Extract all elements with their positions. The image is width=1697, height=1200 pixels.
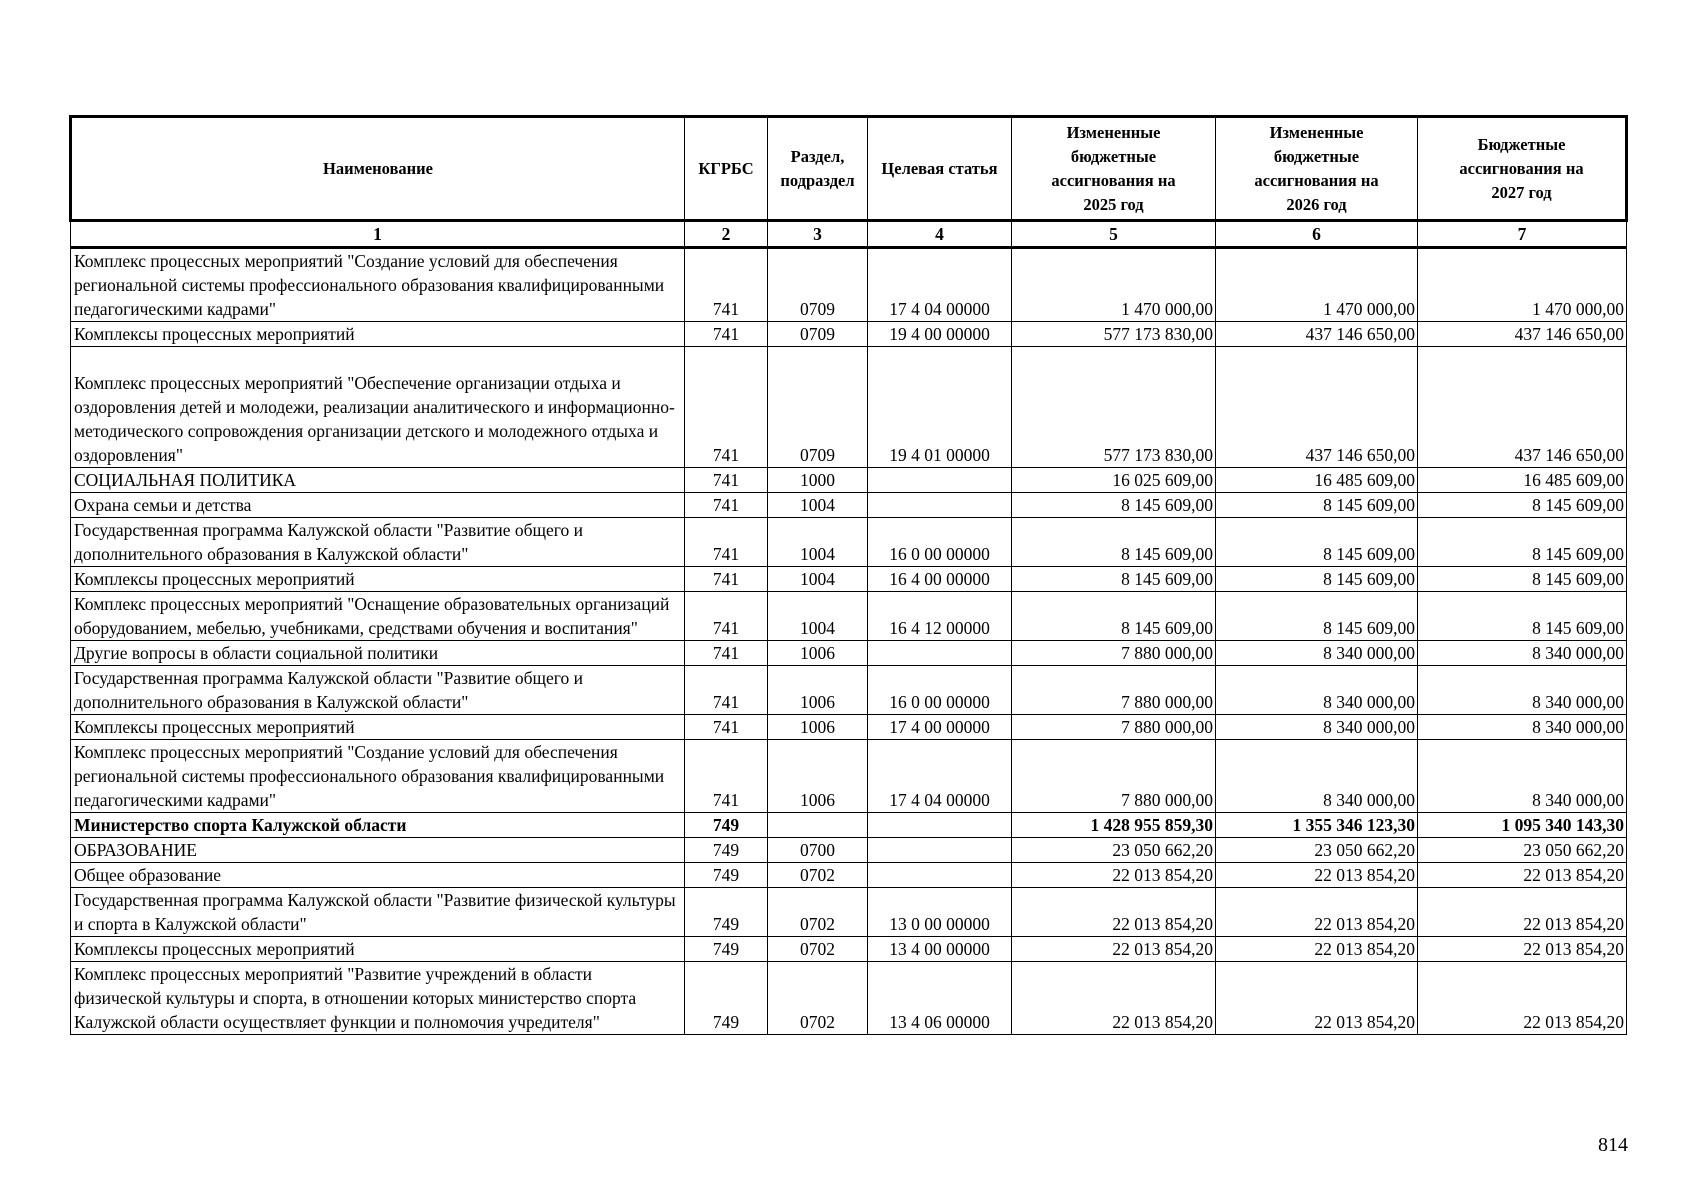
cell-name: Комплексы процессных мероприятий <box>71 322 685 347</box>
cell-target: 17 4 04 00000 <box>868 248 1012 322</box>
cell-name: Комплекс процессных мероприятий "Создание условий для обеспечения региональной системы профессионального образования квалифицированными педагогическими кадрами" <box>71 248 685 322</box>
cell-amount-2026: 22 013 854,20 <box>1216 888 1418 937</box>
cell-section: 1006 <box>768 740 868 813</box>
cell-section: 0702 <box>768 962 868 1035</box>
table-row <box>71 838 1627 863</box>
cell-target: 13 0 00 00000 <box>868 888 1012 937</box>
cell-amount-2025: 23 050 662,20 <box>1012 838 1216 863</box>
cell-amount-2026: 8 340 000,00 <box>1216 641 1418 666</box>
cell-kgrbs: 741 <box>685 715 768 740</box>
cell-amount-2026: 1 470 000,00 <box>1216 248 1418 322</box>
cell-amount-2027: 437 146 650,00 <box>1418 347 1627 468</box>
cell-kgrbs: 749 <box>685 937 768 962</box>
column-number: 2 <box>685 221 768 248</box>
cell-section: 0702 <box>768 863 868 888</box>
cell-name: СОЦИАЛЬНАЯ ПОЛИТИКА <box>71 468 685 493</box>
cell-target: 17 4 00 00000 <box>868 715 1012 740</box>
cell-name: Другие вопросы в области социальной политики <box>71 641 685 666</box>
cell-kgrbs: 741 <box>685 641 768 666</box>
cell-name: Комплексы процессных мероприятий <box>71 567 685 592</box>
cell-kgrbs: 749 <box>685 888 768 937</box>
cell-kgrbs: 741 <box>685 468 768 493</box>
cell-section: 0709 <box>768 347 868 468</box>
header-section: Раздел, подраздел <box>768 117 868 221</box>
cell-amount-2026: 1 355 346 123,30 <box>1216 813 1418 838</box>
cell-target: 13 4 06 00000 <box>868 962 1012 1035</box>
header-row <box>71 117 1627 221</box>
cell-amount-2027: 22 013 854,20 <box>1418 888 1627 937</box>
cell-amount-2025: 7 880 000,00 <box>1012 740 1216 813</box>
column-number: 5 <box>1012 221 1216 248</box>
cell-section: 1006 <box>768 715 868 740</box>
cell-amount-2027: 8 145 609,00 <box>1418 493 1627 518</box>
cell-amount-2026: 8 340 000,00 <box>1216 715 1418 740</box>
cell-kgrbs: 741 <box>685 347 768 468</box>
cell-target <box>868 863 1012 888</box>
cell-name: Комплекс процессных мероприятий "Развитие учреждений в области физической культуры и спорта, в отношении которых министерство спорта Калужской области осуществляет функции и полномочия учредителя" <box>71 962 685 1035</box>
cell-amount-2025: 8 145 609,00 <box>1012 567 1216 592</box>
cell-name: Общее образование <box>71 863 685 888</box>
cell-target: 17 4 04 00000 <box>868 740 1012 813</box>
cell-amount-2027: 22 013 854,20 <box>1418 962 1627 1035</box>
cell-kgrbs: 741 <box>685 322 768 347</box>
cell-section: 0709 <box>768 248 868 322</box>
cell-target: 13 4 00 00000 <box>868 937 1012 962</box>
cell-amount-2026: 8 145 609,00 <box>1216 592 1418 641</box>
cell-amount-2027: 1 095 340 143,30 <box>1418 813 1627 838</box>
cell-amount-2026: 8 145 609,00 <box>1216 493 1418 518</box>
cell-kgrbs: 741 <box>685 592 768 641</box>
header-kgrbs: КГРБС <box>685 117 768 221</box>
cell-amount-2027: 23 050 662,20 <box>1418 838 1627 863</box>
cell-section: 1006 <box>768 666 868 715</box>
table-row <box>71 592 1627 641</box>
cell-target <box>868 493 1012 518</box>
table-row <box>71 715 1627 740</box>
table-row <box>71 322 1627 347</box>
table-row <box>71 888 1627 937</box>
cell-amount-2025: 8 145 609,00 <box>1012 518 1216 567</box>
table-row <box>71 813 1627 838</box>
cell-amount-2025: 7 880 000,00 <box>1012 715 1216 740</box>
cell-section: 1004 <box>768 567 868 592</box>
cell-amount-2025: 22 013 854,20 <box>1012 937 1216 962</box>
cell-kgrbs: 741 <box>685 493 768 518</box>
cell-name: Комплекс процессных мероприятий "Обеспечение организации отдыха и оздоровления детей и молодежи, реализации аналитического и информационно-методического сопровождения организации детского и молодежного отдыха и оздоровления" <box>71 347 685 468</box>
header-2027: Бюджетные ассигнования на 2027 год <box>1418 117 1627 221</box>
header-name: Наименование <box>71 117 685 221</box>
cell-name: Комплексы процессных мероприятий <box>71 937 685 962</box>
cell-amount-2025: 577 173 830,00 <box>1012 322 1216 347</box>
cell-amount-2027: 1 470 000,00 <box>1418 248 1627 322</box>
cell-name: Государственная программа Калужской области "Развитие общего и дополнительного образования в Калужской области" <box>71 666 685 715</box>
header-2026: Измененные бюджетные ассигнования на 2026 год <box>1216 117 1418 221</box>
cell-section: 1004 <box>768 518 868 567</box>
cell-name: Министерство спорта Калужской области <box>71 813 685 838</box>
cell-name: ОБРАЗОВАНИЕ <box>71 838 685 863</box>
cell-amount-2025: 8 145 609,00 <box>1012 592 1216 641</box>
cell-kgrbs: 749 <box>685 838 768 863</box>
column-number: 6 <box>1216 221 1418 248</box>
table-row <box>71 962 1627 1035</box>
cell-amount-2027: 8 340 000,00 <box>1418 715 1627 740</box>
cell-amount-2025: 7 880 000,00 <box>1012 641 1216 666</box>
cell-target: 16 4 12 00000 <box>868 592 1012 641</box>
cell-name: Охрана семьи и детства <box>71 493 685 518</box>
table-row <box>71 567 1627 592</box>
column-number: 4 <box>868 221 1012 248</box>
cell-kgrbs: 741 <box>685 518 768 567</box>
table-row <box>71 937 1627 962</box>
cell-section: 0702 <box>768 937 868 962</box>
cell-amount-2027: 437 146 650,00 <box>1418 322 1627 347</box>
table-row <box>71 493 1627 518</box>
cell-amount-2026: 437 146 650,00 <box>1216 347 1418 468</box>
cell-kgrbs: 741 <box>685 666 768 715</box>
cell-target: 19 4 00 00000 <box>868 322 1012 347</box>
table-row <box>71 863 1627 888</box>
cell-amount-2027: 8 145 609,00 <box>1418 518 1627 567</box>
cell-name: Комплексы процессных мероприятий <box>71 715 685 740</box>
cell-amount-2026: 8 340 000,00 <box>1216 666 1418 715</box>
column-number: 1 <box>71 221 685 248</box>
cell-amount-2025: 577 173 830,00 <box>1012 347 1216 468</box>
cell-amount-2025: 8 145 609,00 <box>1012 493 1216 518</box>
table-row <box>71 641 1627 666</box>
cell-target <box>868 813 1012 838</box>
cell-amount-2026: 22 013 854,20 <box>1216 863 1418 888</box>
cell-target <box>868 838 1012 863</box>
cell-target: 16 0 00 00000 <box>868 518 1012 567</box>
cell-amount-2026: 23 050 662,20 <box>1216 838 1418 863</box>
cell-amount-2027: 8 340 000,00 <box>1418 641 1627 666</box>
cell-amount-2026: 22 013 854,20 <box>1216 937 1418 962</box>
cell-amount-2027: 22 013 854,20 <box>1418 863 1627 888</box>
cell-kgrbs: 741 <box>685 740 768 813</box>
table-row <box>71 666 1627 715</box>
cell-target: 16 4 00 00000 <box>868 567 1012 592</box>
cell-target: 16 0 00 00000 <box>868 666 1012 715</box>
cell-amount-2025: 1 470 000,00 <box>1012 248 1216 322</box>
cell-name: Государственная программа Калужской области "Развитие физической культуры и спорта в Калужской области" <box>71 888 685 937</box>
page-number: 814 <box>1598 1134 1628 1156</box>
cell-kgrbs: 749 <box>685 813 768 838</box>
table-row <box>71 347 1627 468</box>
header-target: Целевая статья <box>868 117 1012 221</box>
table-body <box>71 248 1627 1035</box>
header-2025: Измененные бюджетные ассигнования на 2025 год <box>1012 117 1216 221</box>
cell-amount-2027: 8 145 609,00 <box>1418 592 1627 641</box>
cell-kgrbs: 741 <box>685 248 768 322</box>
cell-amount-2025: 22 013 854,20 <box>1012 888 1216 937</box>
cell-amount-2027: 8 145 609,00 <box>1418 567 1627 592</box>
cell-section: 1006 <box>768 641 868 666</box>
cell-amount-2027: 16 485 609,00 <box>1418 468 1627 493</box>
cell-amount-2027: 22 013 854,20 <box>1418 937 1627 962</box>
cell-section: 0702 <box>768 888 868 937</box>
table-row <box>71 468 1627 493</box>
cell-amount-2026: 8 340 000,00 <box>1216 740 1418 813</box>
cell-section: 1004 <box>768 493 868 518</box>
cell-amount-2026: 16 485 609,00 <box>1216 468 1418 493</box>
cell-amount-2025: 22 013 854,20 <box>1012 863 1216 888</box>
cell-kgrbs: 749 <box>685 863 768 888</box>
column-number: 3 <box>768 221 868 248</box>
cell-name: Комплекс процессных мероприятий "Оснащение образовательных организаций оборудованием, мебелью, учебниками, средствами обучения и воспитания" <box>71 592 685 641</box>
cell-amount-2026: 437 146 650,00 <box>1216 322 1418 347</box>
cell-amount-2026: 8 145 609,00 <box>1216 567 1418 592</box>
cell-amount-2027: 8 340 000,00 <box>1418 740 1627 813</box>
cell-kgrbs: 749 <box>685 962 768 1035</box>
cell-section <box>768 813 868 838</box>
column-numbers-row <box>71 221 1627 248</box>
cell-amount-2026: 8 145 609,00 <box>1216 518 1418 567</box>
cell-name: Комплекс процессных мероприятий "Создание условий для обеспечения региональной системы профессионального образования квалифицированными педагогическими кадрами" <box>71 740 685 813</box>
cell-amount-2025: 7 880 000,00 <box>1012 666 1216 715</box>
cell-section: 0709 <box>768 322 868 347</box>
cell-name: Государственная программа Калужской области "Развитие общего и дополнительного образования в Калужской области" <box>71 518 685 567</box>
table-row <box>71 518 1627 567</box>
cell-amount-2025: 1 428 955 859,30 <box>1012 813 1216 838</box>
cell-target <box>868 641 1012 666</box>
budget-table <box>69 115 1628 1035</box>
cell-target <box>868 468 1012 493</box>
cell-amount-2026: 22 013 854,20 <box>1216 962 1418 1035</box>
cell-section: 1000 <box>768 468 868 493</box>
cell-section: 1004 <box>768 592 868 641</box>
cell-amount-2025: 22 013 854,20 <box>1012 962 1216 1035</box>
cell-amount-2025: 16 025 609,00 <box>1012 468 1216 493</box>
column-number: 7 <box>1418 221 1627 248</box>
cell-target: 19 4 01 00000 <box>868 347 1012 468</box>
table-row <box>71 740 1627 813</box>
cell-amount-2027: 8 340 000,00 <box>1418 666 1627 715</box>
table-row <box>71 248 1627 322</box>
cell-section: 0700 <box>768 838 868 863</box>
cell-kgrbs: 741 <box>685 567 768 592</box>
